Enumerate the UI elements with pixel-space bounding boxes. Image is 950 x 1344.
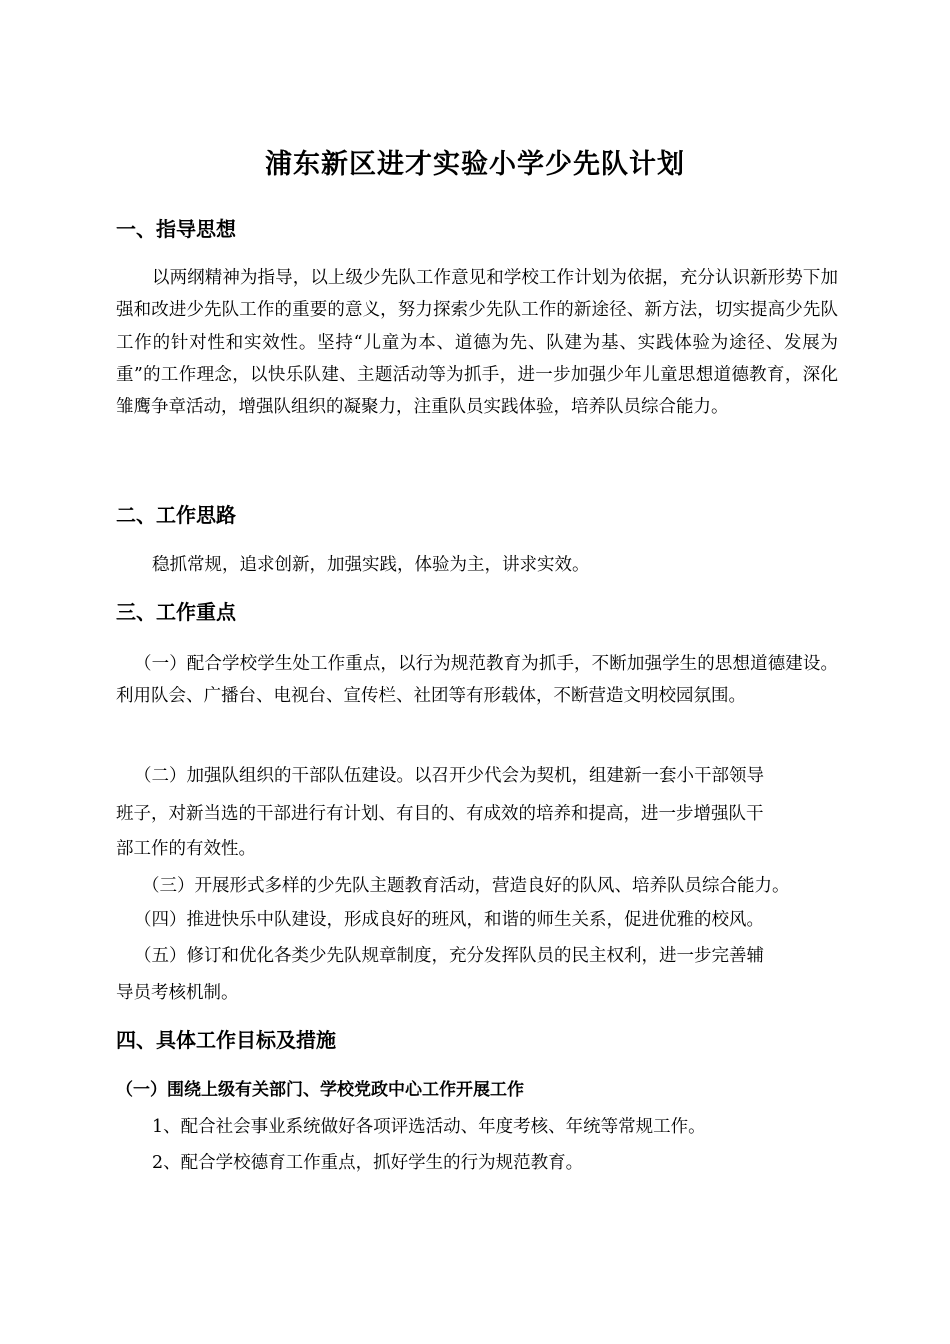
section-heading-work-approach: 二、工作思路 — [116, 503, 236, 527]
document-title: 浦东新区进才实验小学少先队计划 — [265, 149, 685, 180]
section-heading-work-focus: 三、工作重点 — [116, 600, 236, 624]
focus-item-5-line-1: （五）修订和优化各类少先队规章制度，充分发挥队员的民主权利，进一步完善辅 — [134, 946, 764, 966]
subsection-heading-upper-level-work: （一）围绕上级有关部门、学校党政中心工作开展工作 — [116, 1080, 524, 1100]
measure-item-1: 1、配合社会事业系统做好各项评选活动、年度考核、年统等常规工作。 — [152, 1117, 706, 1137]
focus-item-3: （三）开展形式多样的少先队主题教育活动，营造良好的队风、培养队员综合能力。 — [142, 876, 790, 896]
measure-item-2: 2、配合学校德育工作重点，抓好学生的行为规范教育。 — [152, 1153, 584, 1173]
focus-item-2-line-1: （二）加强队组织的干部队伍建设。以召开少代会为契机，组建新一套小干部领导 — [134, 766, 764, 786]
section-heading-goals-measures: 四、具体工作目标及措施 — [116, 1028, 336, 1052]
focus-item-5-line-2: 导员考核机制。 — [116, 983, 239, 1003]
section-body-guiding-thought: 以两纲精神为指导，以上级少先队工作意见和学校工作计划为依据，充分认识新形势下加强和改进少先队工作的重要的意义，努力探索少先队工作的新途径、新方法，切实提高少先队工作的针对性和实效性。坚持“儿童为本、道德为先、队建为基、实践体验为途径、发展为重”的工作理念，以快乐队建、主题活动等为抓手，进一步加强少年儿童思想道德教育，深化雏鹰争章活动，增强队组织的凝聚力，注重队员实践体验，培养队员综合能力。 — [116, 268, 838, 418]
section-body-work-approach: 稳抓常规，追求创新，加强实践，体验为主，讲求实效。 — [152, 555, 590, 575]
focus-item-2-line-2: 班子，对新当选的干部进行有计划、有目的、有成效的培养和提高，进一步增强队干 — [116, 804, 764, 824]
section-heading-guiding-thought: 一、指导思想 — [116, 217, 236, 241]
focus-item-2-line-3: 部工作的有效性。 — [116, 839, 256, 859]
focus-item-4: （四）推进快乐中队建设，形成良好的班风，和谐的师生关系，促进优雅的校风。 — [134, 910, 764, 930]
focus-item-1: （一）配合学校学生处工作重点，以行为规范教育为抓手，不断加强学生的思想道德建设。利用队会、广播台、电视台、宣传栏、社团等有形载体，不断营造文明校园氛围。 — [116, 654, 838, 707]
